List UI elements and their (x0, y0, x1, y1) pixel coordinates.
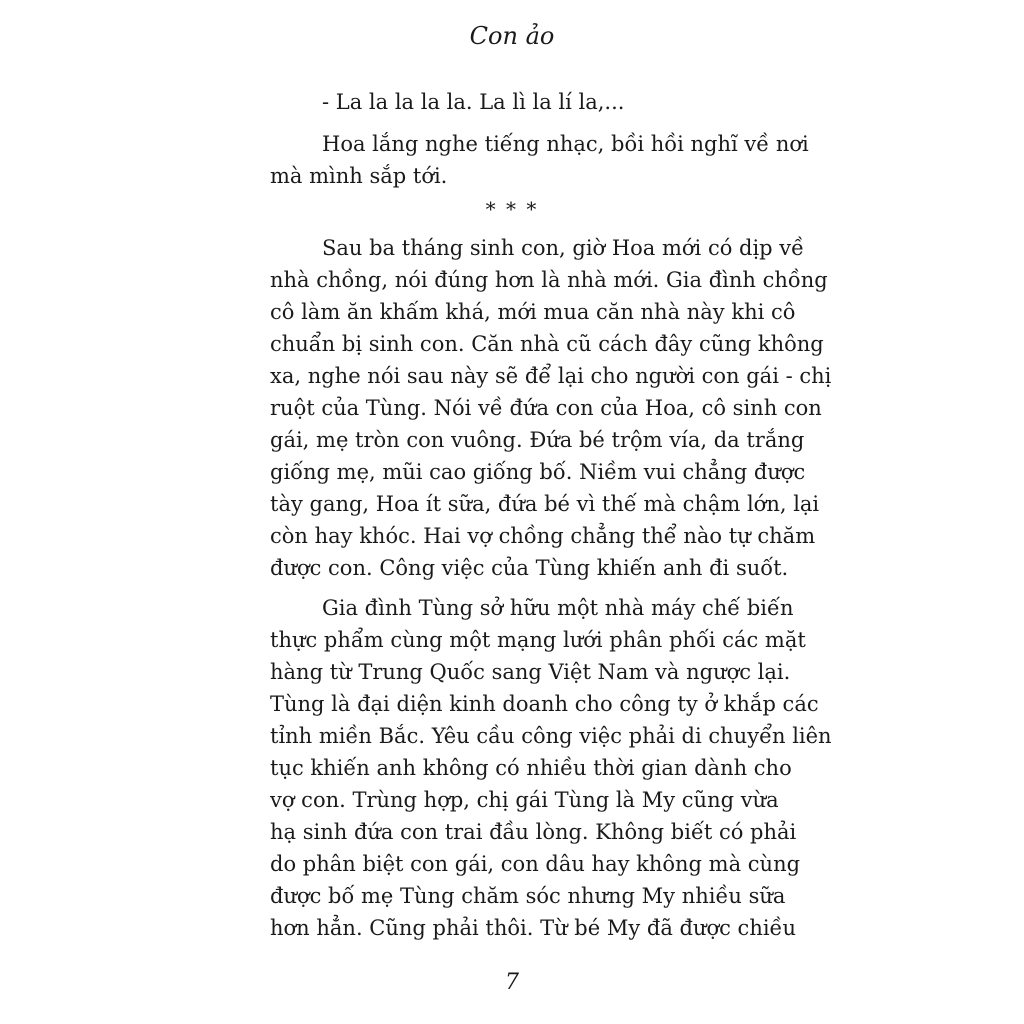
text-line: hơn hẳn. Cũng phải thôi. Từ bé My đã được chiều (270, 916, 797, 940)
opening-line: Hoa lắng nghe tiếng nhạc, bồi hồi nghĩ về nơi (322, 132, 809, 156)
opening-block (270, 86, 809, 192)
text-line: còn hay khóc. Hai vợ chồng chẳng thể nào tự chăm (270, 524, 816, 548)
paragraph-1 (270, 232, 832, 584)
text-line: được bố mẹ Tùng chăm sóc nhưng My nhiều sữa (270, 884, 786, 908)
text-line: hàng từ Trung Quốc sang Việt Nam và ngược lại. (270, 660, 791, 684)
text-line: ruột của Tùng. Nói về đứa con của Hoa, cô sinh con (270, 396, 822, 420)
text-line: cô làm ăn khấm khá, mới mua căn nhà này khi cô (270, 300, 796, 324)
text-line: Gia đình Tùng sở hữu một nhà máy chế biến (322, 596, 794, 620)
page-number: 7 (505, 970, 519, 995)
text-line: Tùng là đại diện kinh doanh cho công ty ở khắp các (270, 692, 819, 716)
dialogue-line: - La la la la la. La lì la lí la,... (322, 90, 625, 114)
text-line: xa, nghe nói sau này sẽ để lại cho người con gái - chị (270, 364, 832, 388)
text-line: Sau ba tháng sinh con, giờ Hoa mới có dịp về (322, 236, 805, 260)
text-line: tỉnh miền Bắc. Yêu cầu công việc phải di chuyển liên (270, 724, 832, 748)
text-line: tục khiến anh không có nhiều thời gian dành cho (270, 756, 792, 780)
paragraph-2 (270, 592, 832, 944)
text-line: tày gang, Hoa ít sữa, đứa bé vì thế mà chậm lớn, lại (270, 492, 820, 516)
text-line: gái, mẹ tròn con vuông. Đứa bé trộm vía, da trắng (270, 428, 805, 452)
text-line: thực phẩm cùng một mạng lưới phân phối các mặt (270, 628, 806, 652)
text-line: hạ sinh đứa con trai đầu lòng. Không biết có phải (270, 820, 797, 844)
text-line: chuẩn bị sinh con. Căn nhà cũ cách đây cũng không (270, 332, 824, 356)
opening-line: mà mình sắp tới. (270, 164, 448, 188)
text-line: do phân biệt con gái, con dâu hay không mà cùng (270, 852, 801, 876)
text-line: được con. Công việc của Tùng khiến anh đi suốt. (270, 556, 789, 580)
section-separator: * * * (485, 197, 539, 221)
running-header: Con ảo (469, 22, 555, 50)
text-line: giống mẹ, mũi cao giống bố. Niềm vui chẳng được (270, 460, 806, 484)
text-line: nhà chồng, nói đúng hơn là nhà mới. Gia đình chồng (270, 268, 828, 292)
text-line: vợ con. Trùng hợp, chị gái Tùng là My cũng vừa (270, 788, 779, 812)
